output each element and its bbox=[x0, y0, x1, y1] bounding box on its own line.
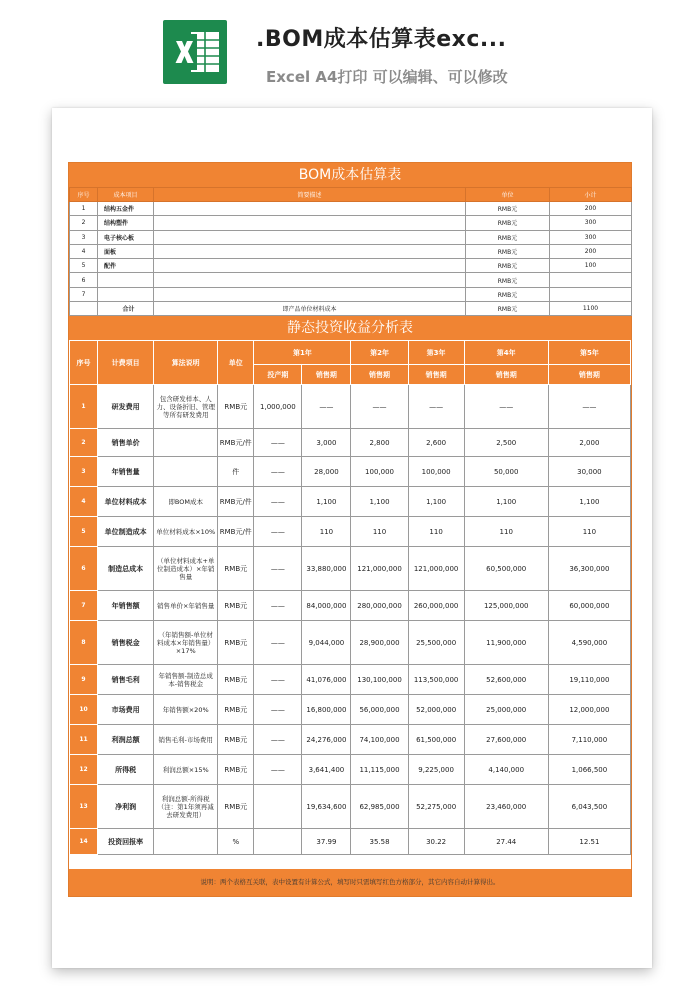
analysis-cell-year-2[interactable]: 11,115,000 bbox=[351, 755, 408, 785]
analysis-cell-year-4[interactable]: 110 bbox=[464, 517, 548, 547]
analysis-cell-item[interactable]: 单位材料成本 bbox=[98, 487, 154, 517]
bom-col-item: 成本项目 bbox=[98, 188, 154, 202]
analysis-cell-year-2[interactable]: 130,100,000 bbox=[351, 665, 408, 695]
bom-cell-item[interactable] bbox=[98, 273, 154, 287]
analysis-row bbox=[70, 621, 631, 665]
analysis-cell-item[interactable]: 净利润 bbox=[98, 785, 154, 829]
analysis-cell-item[interactable]: 所得税 bbox=[98, 755, 154, 785]
analysis-cell-year-2[interactable]: 121,000,000 bbox=[351, 547, 408, 591]
bom-cell-desc[interactable] bbox=[154, 202, 466, 216]
analysis-cell-year-3[interactable]: 52,275,000 bbox=[408, 785, 464, 829]
bom-cell-unit[interactable]: RMB元 bbox=[466, 230, 550, 244]
analysis-cell-unit[interactable]: RMB元 bbox=[218, 621, 254, 665]
analysis-cell-invest[interactable]: —— bbox=[254, 621, 302, 665]
bom-cell-unit[interactable]: RMB元 bbox=[466, 287, 550, 301]
analysis-cell-year-5[interactable]: 2,000 bbox=[548, 429, 630, 457]
bom-row bbox=[70, 244, 632, 258]
analysis-col-sales-5: 销售期 bbox=[548, 365, 630, 385]
analysis-cell-year-2[interactable]: 100,000 bbox=[351, 457, 408, 487]
analysis-cell-method[interactable] bbox=[154, 429, 218, 457]
analysis-cell-method[interactable]: 即BOM成本 bbox=[154, 487, 218, 517]
analysis-cell-year-3[interactable]: 121,000,000 bbox=[408, 547, 464, 591]
analysis-cell-year-2[interactable]: 2,800 bbox=[351, 429, 408, 457]
analysis-cell-no[interactable]: 9 bbox=[70, 665, 98, 695]
analysis-cell-year-4[interactable]: 52,600,000 bbox=[464, 665, 548, 695]
analysis-row bbox=[70, 385, 631, 429]
analysis-cell-no[interactable]: 8 bbox=[70, 621, 98, 665]
analysis-cell-year-2[interactable]: 1,100 bbox=[351, 487, 408, 517]
analysis-cell-no[interactable]: 3 bbox=[70, 457, 98, 487]
analysis-cell-method[interactable] bbox=[154, 829, 218, 855]
analysis-cell-year-1[interactable]: 19,634,600 bbox=[302, 785, 351, 829]
analysis-cell-invest[interactable]: —— bbox=[254, 695, 302, 725]
analysis-cell-year-3[interactable]: 100,000 bbox=[408, 457, 464, 487]
analysis-cell-year-1[interactable]: 84,000,000 bbox=[302, 591, 351, 621]
bom-cell-item[interactable]: 结构塑件 bbox=[98, 216, 154, 230]
analysis-cell-item[interactable]: 销售税金 bbox=[98, 621, 154, 665]
analysis-cell-year-4[interactable]: 23,460,000 bbox=[464, 785, 548, 829]
analysis-cell-unit[interactable]: RMB元 bbox=[218, 725, 254, 755]
analysis-cell-year-5[interactable]: —— bbox=[548, 385, 630, 429]
bom-cell-total[interactable]: 200 bbox=[550, 202, 632, 216]
analysis-col-year1: 第1年 bbox=[254, 341, 351, 365]
analysis-row bbox=[70, 829, 631, 855]
analysis-cell-method[interactable]: 年销售额×20% bbox=[154, 695, 218, 725]
analysis-cell-method[interactable]: （单位材料成本+单位制造成本）×年销售量 bbox=[154, 547, 218, 591]
analysis-row bbox=[70, 725, 631, 755]
bom-row bbox=[70, 302, 632, 316]
bom-col-desc: 简要描述 bbox=[154, 188, 466, 202]
bom-cell-desc[interactable] bbox=[154, 216, 466, 230]
analysis-cell-item[interactable]: 市场费用 bbox=[98, 695, 154, 725]
bom-cell-total[interactable]: 100 bbox=[550, 259, 632, 273]
analysis-cell-unit[interactable]: RMB元 bbox=[218, 695, 254, 725]
analysis-cell-invest[interactable] bbox=[254, 785, 302, 829]
analysis-cell-invest[interactable]: —— bbox=[254, 665, 302, 695]
analysis-cell-unit[interactable]: 件 bbox=[218, 457, 254, 487]
analysis-cell-year-3[interactable]: 9,225,000 bbox=[408, 755, 464, 785]
analysis-cell-year-1[interactable]: 37.99 bbox=[302, 829, 351, 855]
analysis-cell-year-3[interactable]: 52,000,000 bbox=[408, 695, 464, 725]
bom-cell-unit[interactable]: RMB元 bbox=[466, 273, 550, 287]
analysis-cell-year-1[interactable]: 33,880,000 bbox=[302, 547, 351, 591]
analysis-cell-no[interactable]: 7 bbox=[70, 591, 98, 621]
analysis-cell-invest[interactable]: —— bbox=[254, 755, 302, 785]
analysis-cell-year-1[interactable]: —— bbox=[302, 385, 351, 429]
analysis-col-unit: 单位 bbox=[218, 341, 254, 385]
analysis-cell-year-4[interactable]: 50,000 bbox=[464, 457, 548, 487]
analysis-cell-year-5[interactable]: 36,300,000 bbox=[548, 547, 630, 591]
analysis-cell-year-5[interactable]: 12.51 bbox=[548, 829, 630, 855]
analysis-cell-year-5[interactable]: 110 bbox=[548, 517, 630, 547]
bom-cell-no[interactable] bbox=[70, 302, 98, 316]
analysis-cell-item[interactable]: 年销售额 bbox=[98, 591, 154, 621]
bom-cell-desc[interactable] bbox=[154, 230, 466, 244]
analysis-cell-year-3[interactable]: 1,100 bbox=[408, 487, 464, 517]
analysis-cell-no[interactable]: 12 bbox=[70, 755, 98, 785]
analysis-cell-year-2[interactable]: 28,900,000 bbox=[351, 621, 408, 665]
bom-cell-unit[interactable]: RMB元 bbox=[466, 302, 550, 316]
analysis-col-sales-4: 销售期 bbox=[464, 365, 548, 385]
analysis-cell-year-5[interactable]: 7,110,000 bbox=[548, 725, 630, 755]
bom-cell-unit[interactable]: RMB元 bbox=[466, 202, 550, 216]
analysis-cell-year-1[interactable]: 24,276,000 bbox=[302, 725, 351, 755]
analysis-cell-unit[interactable]: RMB元 bbox=[218, 547, 254, 591]
analysis-col-year5: 第5年 bbox=[548, 341, 630, 365]
analysis-cell-invest[interactable] bbox=[254, 829, 302, 855]
analysis-cell-year-5[interactable]: 12,000,000 bbox=[548, 695, 630, 725]
analysis-cell-no[interactable]: 5 bbox=[70, 517, 98, 547]
bom-row bbox=[70, 202, 632, 216]
bom-col-total: 小计 bbox=[550, 188, 632, 202]
analysis-cell-year-4[interactable]: 25,000,000 bbox=[464, 695, 548, 725]
analysis-col-sales-2: 销售期 bbox=[351, 365, 408, 385]
bom-cell-item[interactable] bbox=[98, 287, 154, 301]
analysis-cell-year-3[interactable]: 2,600 bbox=[408, 429, 464, 457]
analysis-cell-no[interactable]: 2 bbox=[70, 429, 98, 457]
analysis-cell-year-4[interactable]: 60,500,000 bbox=[464, 547, 548, 591]
analysis-cell-year-3[interactable]: 260,000,000 bbox=[408, 591, 464, 621]
analysis-cell-year-5[interactable]: 60,000,000 bbox=[548, 591, 630, 621]
bom-row bbox=[70, 273, 632, 287]
analysis-cell-invest[interactable]: —— bbox=[254, 457, 302, 487]
analysis-cell-year-1[interactable]: 3,000 bbox=[302, 429, 351, 457]
analysis-cell-item[interactable]: 研发费用 bbox=[98, 385, 154, 429]
analysis-cell-unit[interactable]: RMB元 bbox=[218, 785, 254, 829]
analysis-cell-item[interactable]: 销售单价 bbox=[98, 429, 154, 457]
analysis-cell-item[interactable]: 单位制造成本 bbox=[98, 517, 154, 547]
analysis-cell-invest[interactable]: 1,000,000 bbox=[254, 385, 302, 429]
analysis-col-no: 序号 bbox=[70, 341, 98, 385]
analysis-row bbox=[70, 665, 631, 695]
bom-table bbox=[69, 187, 632, 316]
bom-row bbox=[70, 230, 632, 244]
analysis-cell-year-3[interactable]: 30.22 bbox=[408, 829, 464, 855]
bom-cell-desc[interactable] bbox=[154, 287, 466, 301]
bom-cell-no[interactable]: 7 bbox=[70, 287, 98, 301]
analysis-cell-item[interactable]: 制造总成本 bbox=[98, 547, 154, 591]
analysis-cell-unit[interactable]: RMB元/件 bbox=[218, 429, 254, 457]
analysis-cell-year-2[interactable]: 110 bbox=[351, 517, 408, 547]
analysis-cell-year-1[interactable]: 9,044,000 bbox=[302, 621, 351, 665]
analysis-row bbox=[70, 591, 631, 621]
analysis-cell-year-1[interactable]: 110 bbox=[302, 517, 351, 547]
analysis-cell-no[interactable]: 10 bbox=[70, 695, 98, 725]
bom-cell-total[interactable]: 200 bbox=[550, 244, 632, 258]
analysis-table bbox=[69, 340, 631, 855]
analysis-cell-no[interactable]: 6 bbox=[70, 547, 98, 591]
analysis-cell-item[interactable]: 销售毛利 bbox=[98, 665, 154, 695]
document-subtitle: Excel A4打印 可以编辑、可以修改 bbox=[266, 68, 508, 86]
analysis-cell-item[interactable]: 投资回报率 bbox=[98, 829, 154, 855]
bom-cell-unit[interactable]: RMB元 bbox=[466, 216, 550, 230]
analysis-cell-unit[interactable]: RMB元 bbox=[218, 665, 254, 695]
bom-cell-total[interactable] bbox=[550, 287, 632, 301]
bom-cell-item[interactable]: 配件 bbox=[98, 259, 154, 273]
analysis-cell-method[interactable]: 利润总额-所得税（注：第1年须再减去研发费用） bbox=[154, 785, 218, 829]
bom-cell-total[interactable]: 1100 bbox=[550, 302, 632, 316]
analysis-cell-year-4[interactable]: 2,500 bbox=[464, 429, 548, 457]
analysis-cell-item[interactable]: 年销售量 bbox=[98, 457, 154, 487]
analysis-cell-year-4[interactable]: 27,600,000 bbox=[464, 725, 548, 755]
analysis-cell-year-4[interactable]: 125,000,000 bbox=[464, 591, 548, 621]
analysis-cell-method[interactable]: （年销售额-单位材料成本×年销售量）×17% bbox=[154, 621, 218, 665]
analysis-cell-year-2[interactable]: 74,100,000 bbox=[351, 725, 408, 755]
analysis-cell-unit[interactable]: RMB元 bbox=[218, 591, 254, 621]
bom-cell-total[interactable]: 300 bbox=[550, 230, 632, 244]
analysis-cell-year-3[interactable]: 113,500,000 bbox=[408, 665, 464, 695]
analysis-cell-year-3[interactable]: 61,500,000 bbox=[408, 725, 464, 755]
bom-cell-no[interactable]: 5 bbox=[70, 259, 98, 273]
analysis-cell-unit[interactable]: % bbox=[218, 829, 254, 855]
analysis-cell-year-2[interactable]: 62,985,000 bbox=[351, 785, 408, 829]
analysis-cell-method[interactable] bbox=[154, 457, 218, 487]
analysis-col-sales-3: 销售期 bbox=[408, 365, 464, 385]
analysis-col-year4: 第4年 bbox=[464, 341, 548, 365]
spreadsheet bbox=[68, 162, 632, 897]
analysis-cell-year-4[interactable]: 27.44 bbox=[464, 829, 548, 855]
analysis-col-item: 计费项目 bbox=[98, 341, 154, 385]
analysis-cell-year-4[interactable]: 1,100 bbox=[464, 487, 548, 517]
analysis-col-sales-1: 销售期 bbox=[302, 365, 351, 385]
analysis-cell-year-1[interactable]: 1,100 bbox=[302, 487, 351, 517]
analysis-cell-year-5[interactable]: 4,590,000 bbox=[548, 621, 630, 665]
analysis-row bbox=[70, 547, 631, 591]
analysis-cell-year-3[interactable]: 110 bbox=[408, 517, 464, 547]
bom-cell-desc[interactable] bbox=[154, 259, 466, 273]
analysis-cell-year-1[interactable]: 16,800,000 bbox=[302, 695, 351, 725]
analysis-cell-year-5[interactable]: 6,043,500 bbox=[548, 785, 630, 829]
analysis-cell-year-3[interactable]: —— bbox=[408, 385, 464, 429]
analysis-cell-invest[interactable]: —— bbox=[254, 591, 302, 621]
analysis-cell-method[interactable]: 销售毛利-市场费用 bbox=[154, 725, 218, 755]
bom-cell-desc[interactable] bbox=[154, 273, 466, 287]
analysis-cell-year-5[interactable]: 1,100 bbox=[548, 487, 630, 517]
analysis-cell-year-2[interactable]: 56,000,000 bbox=[351, 695, 408, 725]
analysis-cell-year-3[interactable]: 25,500,000 bbox=[408, 621, 464, 665]
analysis-cell-year-5[interactable]: 19,110,000 bbox=[548, 665, 630, 695]
analysis-cell-no[interactable]: 11 bbox=[70, 725, 98, 755]
bom-cell-no[interactable]: 6 bbox=[70, 273, 98, 287]
note-footer: 说明：两个表格互关联，表中设置有计算公式，填写时只需填写红色方格部分，其它内容自动计算得出。 bbox=[69, 869, 631, 896]
bom-row bbox=[70, 287, 632, 301]
bom-col-no: 序号 bbox=[70, 188, 98, 202]
analysis-col-year3: 第3年 bbox=[408, 341, 464, 365]
analysis-cell-year-5[interactable]: 1,066,500 bbox=[548, 755, 630, 785]
analysis-col-method: 算法说明 bbox=[154, 341, 218, 385]
analysis-cell-year-1[interactable]: 41,076,000 bbox=[302, 665, 351, 695]
bom-row bbox=[70, 216, 632, 230]
bom-cell-item[interactable]: 结构五金件 bbox=[98, 202, 154, 216]
analysis-row bbox=[70, 517, 631, 547]
analysis-cell-item[interactable]: 利润总额 bbox=[98, 725, 154, 755]
page-header bbox=[0, 0, 700, 104]
analysis-row bbox=[70, 695, 631, 725]
bom-cell-item[interactable]: 合计 bbox=[98, 302, 154, 316]
analysis-col-year2: 第2年 bbox=[351, 341, 408, 365]
analysis-cell-year-4[interactable]: 11,900,000 bbox=[464, 621, 548, 665]
analysis-cell-unit[interactable]: RMB元/件 bbox=[218, 487, 254, 517]
analysis-header-row bbox=[70, 341, 631, 365]
analysis-cell-method[interactable]: 包含研发样本、人力、设备折旧、管理等所有研发费用 bbox=[154, 385, 218, 429]
analysis-row bbox=[70, 785, 631, 829]
bom-cell-no[interactable]: 1 bbox=[70, 202, 98, 216]
analysis-row bbox=[70, 457, 631, 487]
analysis-cell-unit[interactable]: RMB元/件 bbox=[218, 517, 254, 547]
analysis-cell-year-2[interactable]: 35.58 bbox=[351, 829, 408, 855]
analysis-row bbox=[70, 429, 631, 457]
bom-cell-no[interactable]: 2 bbox=[70, 216, 98, 230]
analysis-cell-invest[interactable]: —— bbox=[254, 517, 302, 547]
bom-cell-desc[interactable]: 即产品单位材料成本 bbox=[154, 302, 466, 316]
bom-header-row bbox=[70, 188, 632, 202]
analysis-cell-invest[interactable]: —— bbox=[254, 429, 302, 457]
bom-cell-unit[interactable]: RMB元 bbox=[466, 259, 550, 273]
analysis-cell-year-2[interactable]: 280,000,000 bbox=[351, 591, 408, 621]
analysis-cell-year-5[interactable]: 30,000 bbox=[548, 457, 630, 487]
analysis-cell-unit[interactable]: RMB元 bbox=[218, 385, 254, 429]
bom-cell-item[interactable]: 面板 bbox=[98, 244, 154, 258]
bom-cell-no[interactable]: 3 bbox=[70, 230, 98, 244]
bom-cell-unit[interactable]: RMB元 bbox=[466, 244, 550, 258]
analysis-cell-no[interactable]: 13 bbox=[70, 785, 98, 829]
analysis-cell-invest[interactable]: —— bbox=[254, 487, 302, 517]
analysis-cell-year-4[interactable]: —— bbox=[464, 385, 548, 429]
analysis-cell-year-2[interactable]: —— bbox=[351, 385, 408, 429]
analysis-cell-no[interactable]: 1 bbox=[70, 385, 98, 429]
bom-cell-desc[interactable] bbox=[154, 244, 466, 258]
analysis-cell-no[interactable]: 4 bbox=[70, 487, 98, 517]
bom-cell-item[interactable]: 电子核心板 bbox=[98, 230, 154, 244]
analysis-title: 静态投资收益分析表 bbox=[69, 316, 631, 340]
analysis-row bbox=[70, 487, 631, 517]
analysis-cell-method[interactable]: 单位材料成本×10% bbox=[154, 517, 218, 547]
analysis-cell-method[interactable]: 利润总额×15% bbox=[154, 755, 218, 785]
bom-cell-total[interactable] bbox=[550, 273, 632, 287]
bom-title: BOM成本估算表 bbox=[69, 163, 631, 187]
analysis-cell-invest[interactable]: —— bbox=[254, 547, 302, 591]
bom-cell-total[interactable]: 300 bbox=[550, 216, 632, 230]
analysis-cell-year-4[interactable]: 4,140,000 bbox=[464, 755, 548, 785]
document-title: .BOM成本估算表exc... bbox=[256, 27, 507, 52]
analysis-cell-method[interactable]: 年销售额-制造总成本-销售税金 bbox=[154, 665, 218, 695]
analysis-cell-year-1[interactable]: 28,000 bbox=[302, 457, 351, 487]
analysis-cell-unit[interactable]: RMB元 bbox=[218, 755, 254, 785]
analysis-cell-method[interactable]: 销售单价×年销售量 bbox=[154, 591, 218, 621]
bom-cell-no[interactable]: 4 bbox=[70, 244, 98, 258]
excel-icon bbox=[163, 20, 227, 84]
analysis-row bbox=[70, 755, 631, 785]
analysis-col-invest: 投产期 bbox=[254, 365, 302, 385]
bom-row bbox=[70, 259, 632, 273]
analysis-cell-year-1[interactable]: 3,641,400 bbox=[302, 755, 351, 785]
bom-col-unit: 单位 bbox=[466, 188, 550, 202]
analysis-cell-invest[interactable]: —— bbox=[254, 725, 302, 755]
analysis-cell-no[interactable]: 14 bbox=[70, 829, 98, 855]
